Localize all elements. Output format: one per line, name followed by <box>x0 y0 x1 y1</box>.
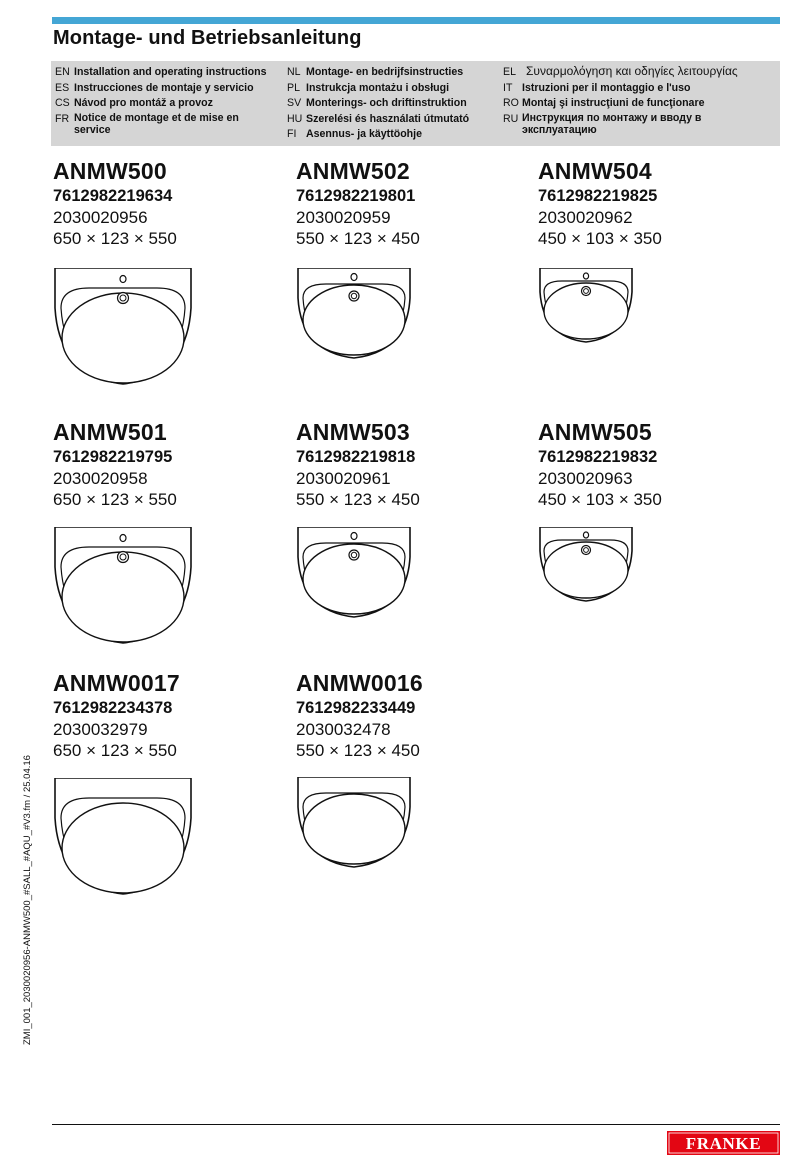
page-title: Montage- und Betriebsanleitung <box>53 27 362 49</box>
product-ean: 7612982219801 <box>296 187 416 205</box>
product-anmw500 <box>53 158 293 250</box>
product-article-number: 2030032478 <box>296 720 391 739</box>
product-name: ANMW501 <box>53 419 167 445</box>
product-anmw0016 <box>296 670 536 762</box>
product-article-number: 2030020961 <box>296 469 391 488</box>
washbasin-drawing-icon <box>296 268 412 360</box>
product-dimensions: 650 × 123 × 550 <box>53 229 177 248</box>
product-ean: 7612982219634 <box>53 187 173 205</box>
product-ean: 7612982219825 <box>538 187 658 205</box>
washbasin-drawing-icon <box>53 268 193 386</box>
product-name: ANMW0017 <box>53 670 180 696</box>
product-anmw501 <box>53 419 293 511</box>
top-accent-rule <box>52 17 780 24</box>
product-article-number: 2030020958 <box>53 469 148 488</box>
product-ean: 7612982219795 <box>53 448 173 466</box>
product-article-number: 2030020963 <box>538 469 633 488</box>
product-name: ANMW505 <box>538 419 652 445</box>
product-dimensions: 550 × 123 × 450 <box>296 741 420 760</box>
product-dimensions: 550 × 123 × 450 <box>296 229 420 248</box>
product-dimensions: 450 × 103 × 350 <box>538 490 662 509</box>
product-anmw504 <box>538 158 778 250</box>
product-name: ANMW503 <box>296 419 410 445</box>
product-dimensions: 550 × 123 × 450 <box>296 490 420 509</box>
language-panel: EN Installation and operating instructions ES Instrucciones de montaje y servicio CS Návod pro montáž a provoz FR Notice de montage et de mise en service NL Montage- en bedrijfsinstructies PL Instrukcja montażu i obsługi SV Monterings- och driftinstruktion HU Szerelési és használati útmutató FI Asennus- ja käyttöohje EL Συναρμολόγηση και οδηγίες λειτουργίας IT Istruzioni per il montaggio e l'uso RO Montaj şi instrucţiuni de funcţionare RU Инструкция по монтажу и вводу в эксплуатацию <box>51 61 780 146</box>
bottom-rule <box>52 1124 780 1125</box>
product-article-number: 2030032979 <box>53 720 148 739</box>
product-anmw0017 <box>53 670 293 762</box>
product-dimensions: 650 × 123 × 550 <box>53 741 177 760</box>
product-article-number: 2030020956 <box>53 208 148 227</box>
product-dimensions: 650 × 123 × 550 <box>53 490 177 509</box>
franke-logo-icon <box>667 1131 780 1155</box>
document-reference: ZMI_001_2030020956-ANMW500_#SALL_#AQU_#V3.fm / 25.04.16 <box>22 755 33 1045</box>
washbasin-drawing-icon <box>296 777 412 869</box>
product-anmw502 <box>296 158 536 250</box>
product-name: ANMW504 <box>538 158 652 184</box>
product-article-number: 2030020959 <box>296 208 391 227</box>
product-name: ANMW0016 <box>296 670 423 696</box>
washbasin-drawing-icon <box>53 527 193 645</box>
washbasin-drawing-icon <box>53 778 193 896</box>
washbasin-drawing-icon <box>538 268 634 344</box>
product-name: ANMW502 <box>296 158 410 184</box>
brand-name: FRANKE <box>685 1134 762 1153</box>
product-anmw503 <box>296 419 536 511</box>
product-ean: 7612982219818 <box>296 448 416 466</box>
washbasin-drawing-icon <box>296 527 412 619</box>
product-ean: 7612982219832 <box>538 448 658 466</box>
product-ean: 7612982233449 <box>296 699 416 717</box>
product-ean: 7612982234378 <box>53 699 173 717</box>
product-dimensions: 450 × 103 × 350 <box>538 229 662 248</box>
product-name: ANMW500 <box>53 158 167 184</box>
washbasin-drawing-icon <box>538 527 634 603</box>
product-article-number: 2030020962 <box>538 208 633 227</box>
product-anmw505 <box>538 419 778 511</box>
